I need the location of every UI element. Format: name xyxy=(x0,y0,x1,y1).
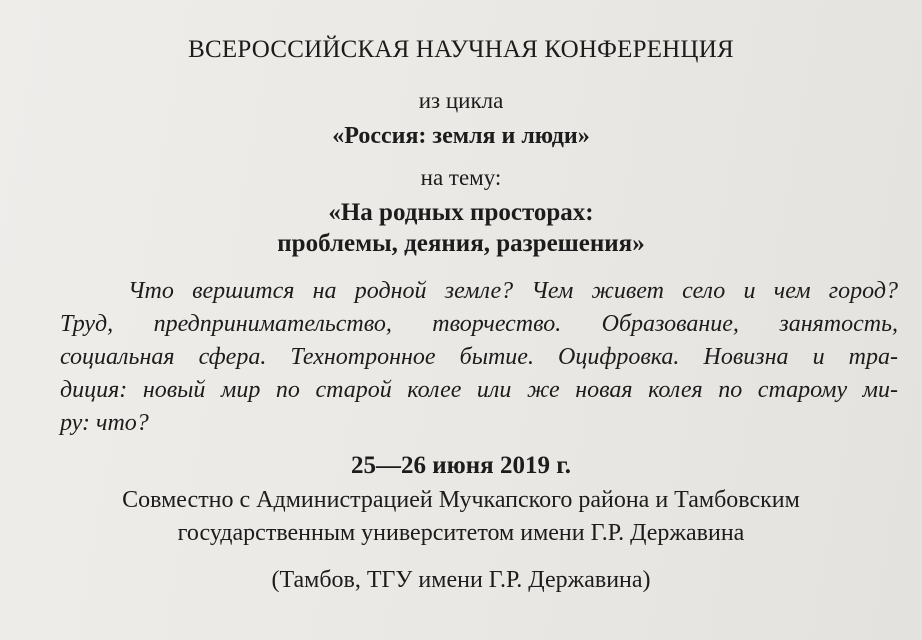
description-line-1: Что вершится на родной земле? Чем живет село и чем город? xyxy=(128,278,898,304)
conference-date: 25—26 июня 2019 г. xyxy=(351,452,571,479)
topic-title-line2: проблемы, деяния, разрешения» xyxy=(277,230,645,257)
description-line-2: Труд, предпринимательство, творчество. Образование, занятость, xyxy=(60,311,898,337)
organizers-line2: государственным университетом имени Г.Р. Державина xyxy=(177,520,745,546)
description-line-5: ру: что? xyxy=(60,410,149,436)
topic-title-line1: «На родных просторах: xyxy=(328,199,594,226)
description-line-4: диция: новый мир по старой колее или же новая колея по старому ми- xyxy=(60,377,898,403)
organizers-line1: Совместно с Администрацией Мучкапского района и Тамбовским xyxy=(122,487,800,513)
series-title: «Россия: земля и люди» xyxy=(332,123,590,149)
series-intro: из цикла xyxy=(418,88,504,113)
conference-location: (Тамбов, ТГУ имени Г.Р. Державина) xyxy=(271,567,651,593)
conference-heading: ВСЕРОССИЙСКАЯ НАУЧНАЯ КОНФЕРЕНЦИЯ xyxy=(188,36,734,63)
topic-intro: на тему: xyxy=(420,165,502,190)
description-line-3: социальная сфера. Технотронное бытие. Оцифровка. Новизна и тра- xyxy=(60,344,898,370)
